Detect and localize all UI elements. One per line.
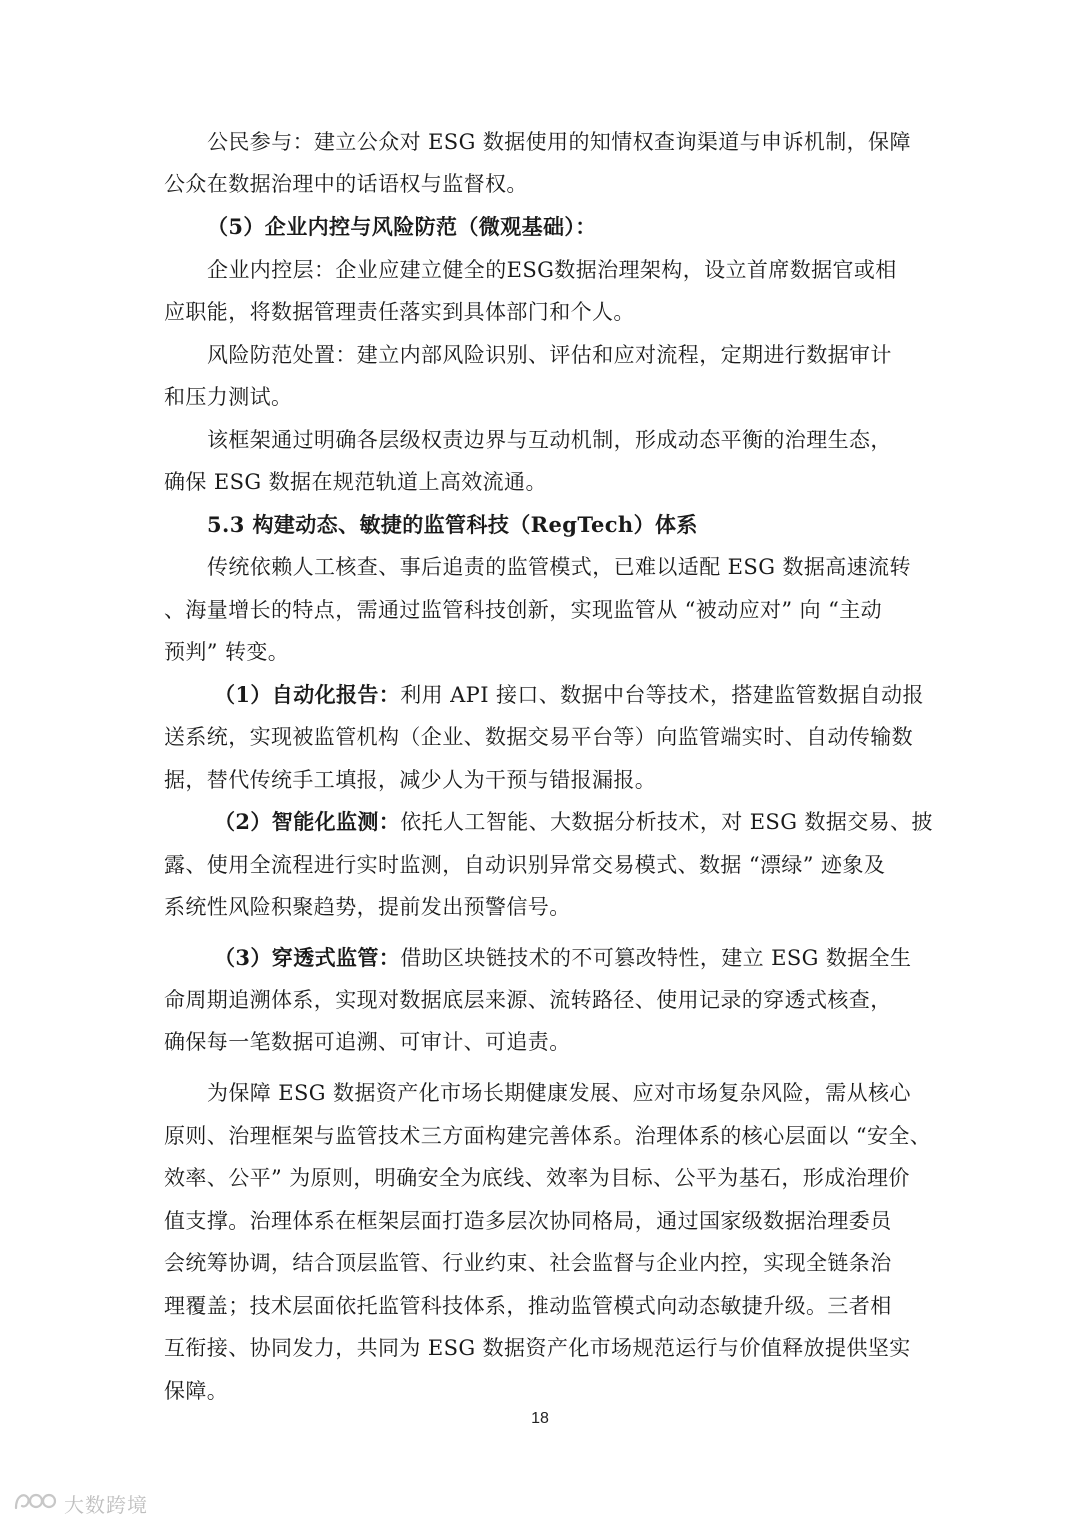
paragraph-line: 传统依赖人工核查、事后追责的监管模式，已难以适配 ESG 数据高速流转 xyxy=(207,555,911,579)
paragraph-line: 理覆盖；技术层面依托监管科技体系，推动监管模式向动态敏捷升级。三者相 xyxy=(164,1294,892,1318)
paragraph-line: 、海量增长的特点，需通过监管科技创新，实现监管从 “被动应对” 向 “主动 xyxy=(164,598,883,622)
paragraph-line: 效率、公平” 为原则，明确安全为底线、效率为目标、公平为基石，形成治理价 xyxy=(164,1166,910,1190)
item-label: （2）智能化监测： xyxy=(214,809,401,834)
paragraph-line: 送系统，实现被监管机构（企业、数据交易平台等）向监管端实时、自动传输数 xyxy=(164,725,913,749)
list-item-heading xyxy=(214,806,974,838)
watermark xyxy=(12,1488,148,1518)
paragraph-line: 和压力测试。 xyxy=(164,385,293,409)
paragraph-line: 为保障 ESG 数据资产化市场长期健康发展、应对市场复杂风险，需从核心 xyxy=(207,1081,911,1105)
paragraph-line: 企业内控层：企业应建立健全的ESG数据治理架构，设立首席数据官或相 xyxy=(207,258,897,282)
section-heading-5-3: 5.3 构建动态、敏捷的监管科技（RegTech）体系 xyxy=(207,512,698,537)
heading-text: （5）企业内控与风险防范（微观基础）： xyxy=(207,214,597,239)
paragraph-line: 会统筹协调，结合顶层监管、行业约束、社会监督与企业内控，实现全链条治 xyxy=(164,1251,892,1275)
item-text: 利用 API 接口、数据中台等技术，搭建监管数据自动报 xyxy=(400,683,924,707)
list-item-heading xyxy=(214,942,974,974)
item-label: （3）穿透式监管： xyxy=(214,945,401,970)
paragraph-line: 露、使用全流程进行实时监测，自动识别异常交易模式、数据 “漂绿” 迹象及 xyxy=(164,853,886,877)
paragraph-line: 互衔接、协同发力，共同为 ESG 数据资产化市场规范运行与价值释放提供坚实 xyxy=(164,1336,911,1360)
item-label: （1）自动化报告： xyxy=(214,682,401,707)
paragraph-line: 值支撑。治理体系在框架层面打造多层次协同格局，通过国家级数据治理委员 xyxy=(164,1209,892,1233)
watermark-logo-icon xyxy=(12,1488,58,1518)
paragraph-line: 公众在数据治理中的话语权与监督权。 xyxy=(164,172,528,196)
section-heading xyxy=(207,211,967,243)
paragraph-line: 据，替代传统手工填报，减少人为干预与错报漏报。 xyxy=(164,768,657,792)
page-number: 18 xyxy=(531,1410,549,1427)
paragraph-line: 风险防范处置：建立内部风险识别、评估和应对流程，定期进行数据审计 xyxy=(207,343,892,367)
paragraph-line: 应职能，将数据管理责任落实到具体部门和个人。 xyxy=(164,300,635,324)
item-text: 借助区块链技术的不可篡改特性，建立 ESG 数据全生 xyxy=(400,946,912,970)
item-text: 依托人工智能、大数据分析技术，对 ESG 数据交易、披 xyxy=(400,810,933,834)
paragraph-line: 保障。 xyxy=(164,1379,229,1403)
paragraph-line: 预判” 转变。 xyxy=(164,640,290,664)
list-item-heading xyxy=(214,679,974,711)
paragraph-line: 确保 ESG 数据在规范轨道上高效流通。 xyxy=(164,470,547,494)
paragraph-line: 命周期追溯体系，实现对数据底层来源、流转路径、使用记录的穿透式核查， xyxy=(164,988,892,1012)
paragraph-line: 原则、治理框架与监管技术三方面构建完善体系。治理体系的核心层面以 “安全、 xyxy=(164,1124,932,1148)
paragraph-line: 系统性风险积聚趋势，提前发出预警信号。 xyxy=(164,895,571,919)
paragraph-line: 公民参与：建立公众对 ESG 数据使用的知情权查询渠道与申诉机制，保障 xyxy=(207,130,911,154)
paragraph-line: 确保每一笔数据可追溯、可审计、可追责。 xyxy=(164,1030,571,1054)
watermark-text: 大数跨境 xyxy=(64,1492,148,1517)
paragraph-line: 该框架通过明确各层级权责边界与互动机制，形成动态平衡的治理生态， xyxy=(207,428,892,452)
